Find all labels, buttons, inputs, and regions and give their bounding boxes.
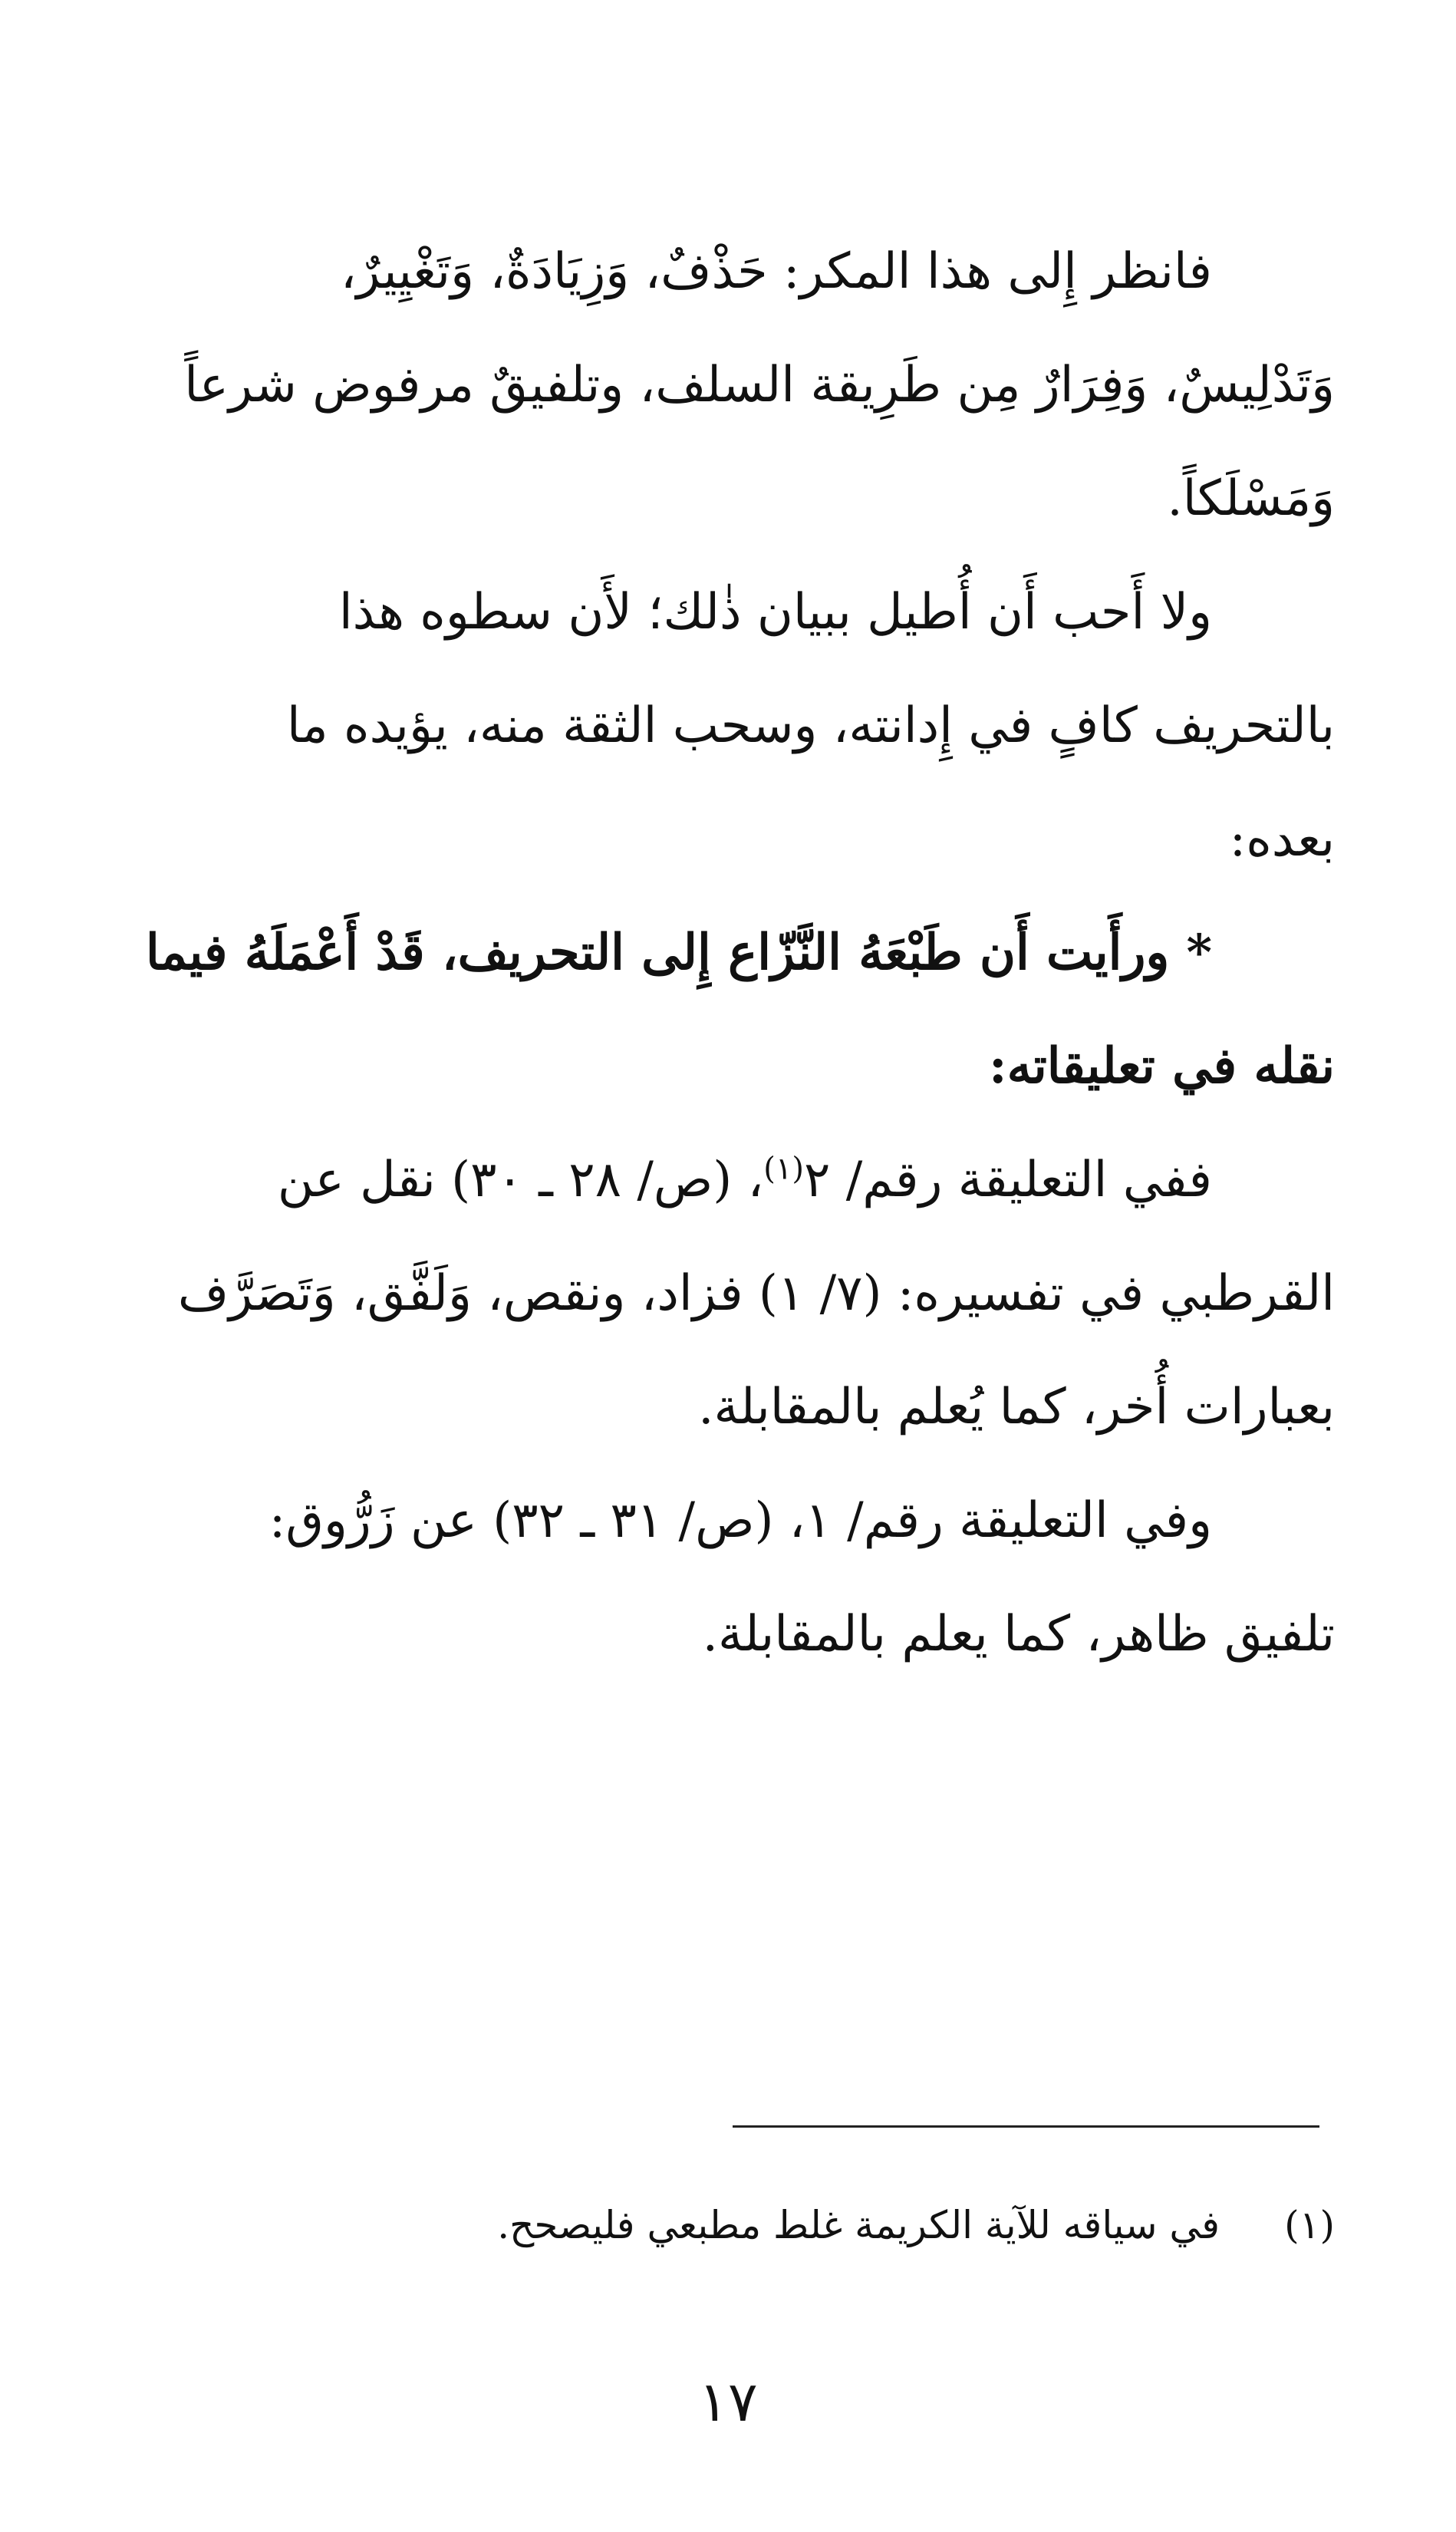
paragraph-4 (54, 1123, 1335, 1464)
paragraph-3 (54, 896, 1335, 1123)
footnote-separator (733, 2125, 1319, 2128)
text-line: وَتَدْلِيسٌ، وَفِرَارٌ مِن طَرِيقة السلف، وتلفيقٌ مرفوض شرعاً (184, 357, 1335, 414)
text-line: بالتحريف كافٍ في إِدانته، وسحب الثقة منه، يؤيده ما (286, 697, 1335, 754)
text-line: وفي التعليقة رقم/ ١، (ص/ ٣١ ـ ٣٢) عن زَرُّوق: (268, 1492, 1212, 1549)
main-text (54, 215, 1335, 1691)
text-line: ففي التعليقة رقم/ ٢ (803, 1152, 1212, 1208)
footnote-text: في سياقه للآية الكريمة غلط مطبعي فليصحح. (497, 2203, 1220, 2247)
text-line: فانظر إِلى هذا المكر: حَذْفٌ، وَزِيَادَةٌ، وَتَغْيِيرٌ، (340, 243, 1212, 300)
text-line: وَمَسْلَكاً. (1167, 470, 1335, 527)
text-line: ، (ص/ ٢٨ ـ ٣٠) نقل عن (277, 1152, 764, 1208)
footnote-reference[interactable]: (١) (763, 1151, 804, 1187)
paragraph-1 (54, 215, 1335, 556)
text-line: نقله في تعليقاته: (989, 1037, 1335, 1095)
text-line: * ورأَيت أَن طَبْعَهُ النَّزّاع إِلى التحريف، قَدْ أَعْمَلَهُ فيما (146, 924, 1212, 981)
footnote (54, 2194, 1335, 2256)
paragraph-2 (54, 556, 1335, 896)
footnote-number: (١) (1284, 2203, 1335, 2247)
text-line: ولا أَحب أَن أُطيل ببيان ذٰلك؛ لأَن سطوه هذا (338, 584, 1212, 641)
text-line: بعبارات أُخر، كما يُعلم بالمقابلة. (698, 1379, 1335, 1436)
text-line: بعده: (1229, 811, 1335, 868)
text-line: القرطبي في تفسيره: (٧/ ١) فزاد، ونقص، وَلَفَّق، وَتَصَرَّف (177, 1265, 1335, 1322)
text-line: تلفيق ظاهر، كما يعلم بالمقابلة. (702, 1606, 1335, 1663)
paragraph-5 (54, 1464, 1335, 1691)
page-number: ١٧ (698, 2369, 758, 2434)
